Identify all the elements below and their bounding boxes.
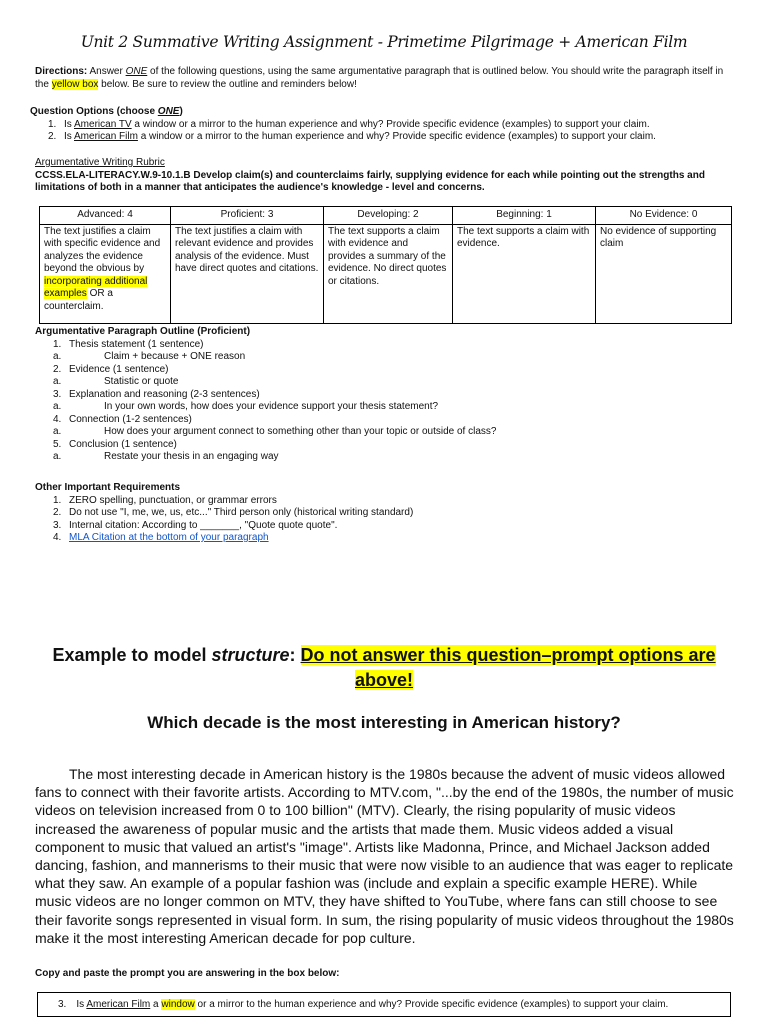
outline-subitem: a. Claim + because + ONE reason xyxy=(53,351,246,362)
requirements-heading: Other Important Requirements xyxy=(35,482,181,493)
example-paragraph: The most interesting decade in American history is the 1980s because the advent of music videos allowed fans to connect with their favorite artists. According to MTV.com, "...by the end of the 1980s, the number of music videos on television increased from 0 to 100 billion" (MTV). Clearly, the rising popularity of music videos increased the awareness of popular music and the artists that made them. Music videos added a visual component to music that valued an artist's "image". Artists like Madonna, Prince, and Michael Jackson added dancing, fashion, and mannerisms to their music that were now visible to an audience that was eager to replicate what they saw. An example of a popular fashion was (include and explain a specific example HERE). While music videos are no longer common on MTV, they have shifted to YouTube, where fans can still choose to see their favorite songs represented in visual form. In sum, the rising popularity of music videos throughout the 1980s make it the most interesting American decade for pop culture. xyxy=(35,766,734,946)
rubric-col-advanced: Advanced: 4 xyxy=(40,207,171,225)
directions-post: below. Be sure to review the outline and reminders below! xyxy=(98,78,357,90)
assignment-title: Unit 2 Summative Writing Assignment - Primetime Pilgrimage + American Film xyxy=(80,33,688,51)
rubric-table xyxy=(39,206,732,324)
paragraph-outline xyxy=(35,326,735,464)
outline-item: 2. Evidence (1 sentence) xyxy=(53,363,169,375)
mla-citation-link[interactable]: MLA Citation at the bottom of your paragraph xyxy=(69,532,269,543)
rubric-col-developing: Developing: 2 xyxy=(324,207,453,225)
question-option-2: 2. Is American Film a window or a mirror to the human experience and why? Provide specific evidence (examples) to support your claim. xyxy=(48,131,656,142)
question-options-heading: Question Options (choose ONE) xyxy=(30,106,183,117)
outline-subitem: a. How does your argument connect to something other than your topic or outside of class? xyxy=(53,426,497,437)
example-heading: Example to model structure: Do not answer this question–prompt options are above! xyxy=(52,645,716,690)
copy-prompt-label: Copy and paste the prompt you are answering in the box below: xyxy=(35,968,340,979)
directions-one: ONE xyxy=(125,66,148,77)
other-requirements xyxy=(35,482,735,545)
requirement-item: 1. ZERO spelling, punctuation, or grammar errors xyxy=(53,494,277,506)
rubric-standard: CCSS.ELA-LITERACY.W.9-10.1.B Develop claim(s) and counterclaims fairly, supplying evidence for each while pointing out the strengths and limitations of both in a manner that anticipates the audience's knowledge - level and concerns. xyxy=(35,169,705,193)
answer-box[interactable]: 3. Is American Film a window or a mirror to the human experience and why? Provide specific evidence (examples) to support your claim. xyxy=(37,992,731,1017)
outline-item: 5. Conclusion (1 sentence) xyxy=(53,438,177,450)
directions-highlight: yellow box xyxy=(51,78,99,90)
directions-pre: Answer xyxy=(89,66,126,77)
rubric-cell-beginning: The text supports a claim with evidence. xyxy=(453,224,596,323)
directions xyxy=(35,66,735,91)
rubric-col-no-evidence: No Evidence: 0 xyxy=(596,207,732,225)
answer-prompt-num: 3. xyxy=(58,999,67,1010)
example-question: Which decade is the most interesting in American history? xyxy=(147,713,621,732)
rubric-col-beginning: Beginning: 1 xyxy=(453,207,596,225)
rubric-cell-advanced: The text justifies a claim with specific evidence and analyzes the evidence beyond the obvious by incorporating additional examples OR a counterclaim. xyxy=(40,224,171,323)
rubric-cell-developing: The text supports a claim with evidence and provides a summary of the evidence. No direct quotes or citations. xyxy=(324,224,453,323)
rubric-col-proficient: Proficient: 3 xyxy=(171,207,324,225)
question-option-1: 1. Is American TV a window or a mirror to the human experience and why? Provide specific evidence (examples) to support your claim. xyxy=(48,118,650,130)
directions-label: Directions: xyxy=(35,66,88,77)
outline-item: 3. Explanation and reasoning (2-3 sentences) xyxy=(53,388,260,400)
rubric-heading: Argumentative Writing Rubric xyxy=(35,157,165,168)
outline-heading: Argumentative Paragraph Outline (Proficient) xyxy=(35,326,251,337)
example-warning: Do not answer this question–prompt options are above! xyxy=(300,645,716,690)
outline-item: 4. Connection (1-2 sentences) xyxy=(53,413,192,425)
outline-subitem: a. In your own words, how does your evidence support your thesis statement? xyxy=(53,401,439,412)
requirement-item-mla: 4. MLA Citation at the bottom of your paragraph xyxy=(53,532,269,543)
rubric-cell-proficient: The text justifies a claim with relevant evidence and provides analysis of the evidence. Must have direct quotes and citations. xyxy=(171,224,324,323)
directions-mid: of the following questions, using the same argumentative paragraph that is outlined below. You should write the paragraph itself in the xyxy=(35,66,724,90)
outline-subitem: a. Restate your thesis in an engaging way xyxy=(53,451,279,462)
requirement-item: 2. Do not use "I, me, we, us, etc..." Third person only (historical writing standard) xyxy=(53,507,414,518)
rubric-cell-no-evidence: No evidence of supporting claim xyxy=(596,224,732,323)
rubric-heading-block xyxy=(35,157,735,195)
rubric-header-row xyxy=(40,207,732,225)
question-options xyxy=(30,106,730,144)
rubric-body-row xyxy=(40,224,732,323)
outline-item: 1. Thesis statement (1 sentence) xyxy=(53,338,204,350)
outline-subitem: a. Statistic or quote xyxy=(53,376,179,387)
requirement-item: 3. Internal citation: According to _______, "Quote quote quote". xyxy=(53,519,338,531)
